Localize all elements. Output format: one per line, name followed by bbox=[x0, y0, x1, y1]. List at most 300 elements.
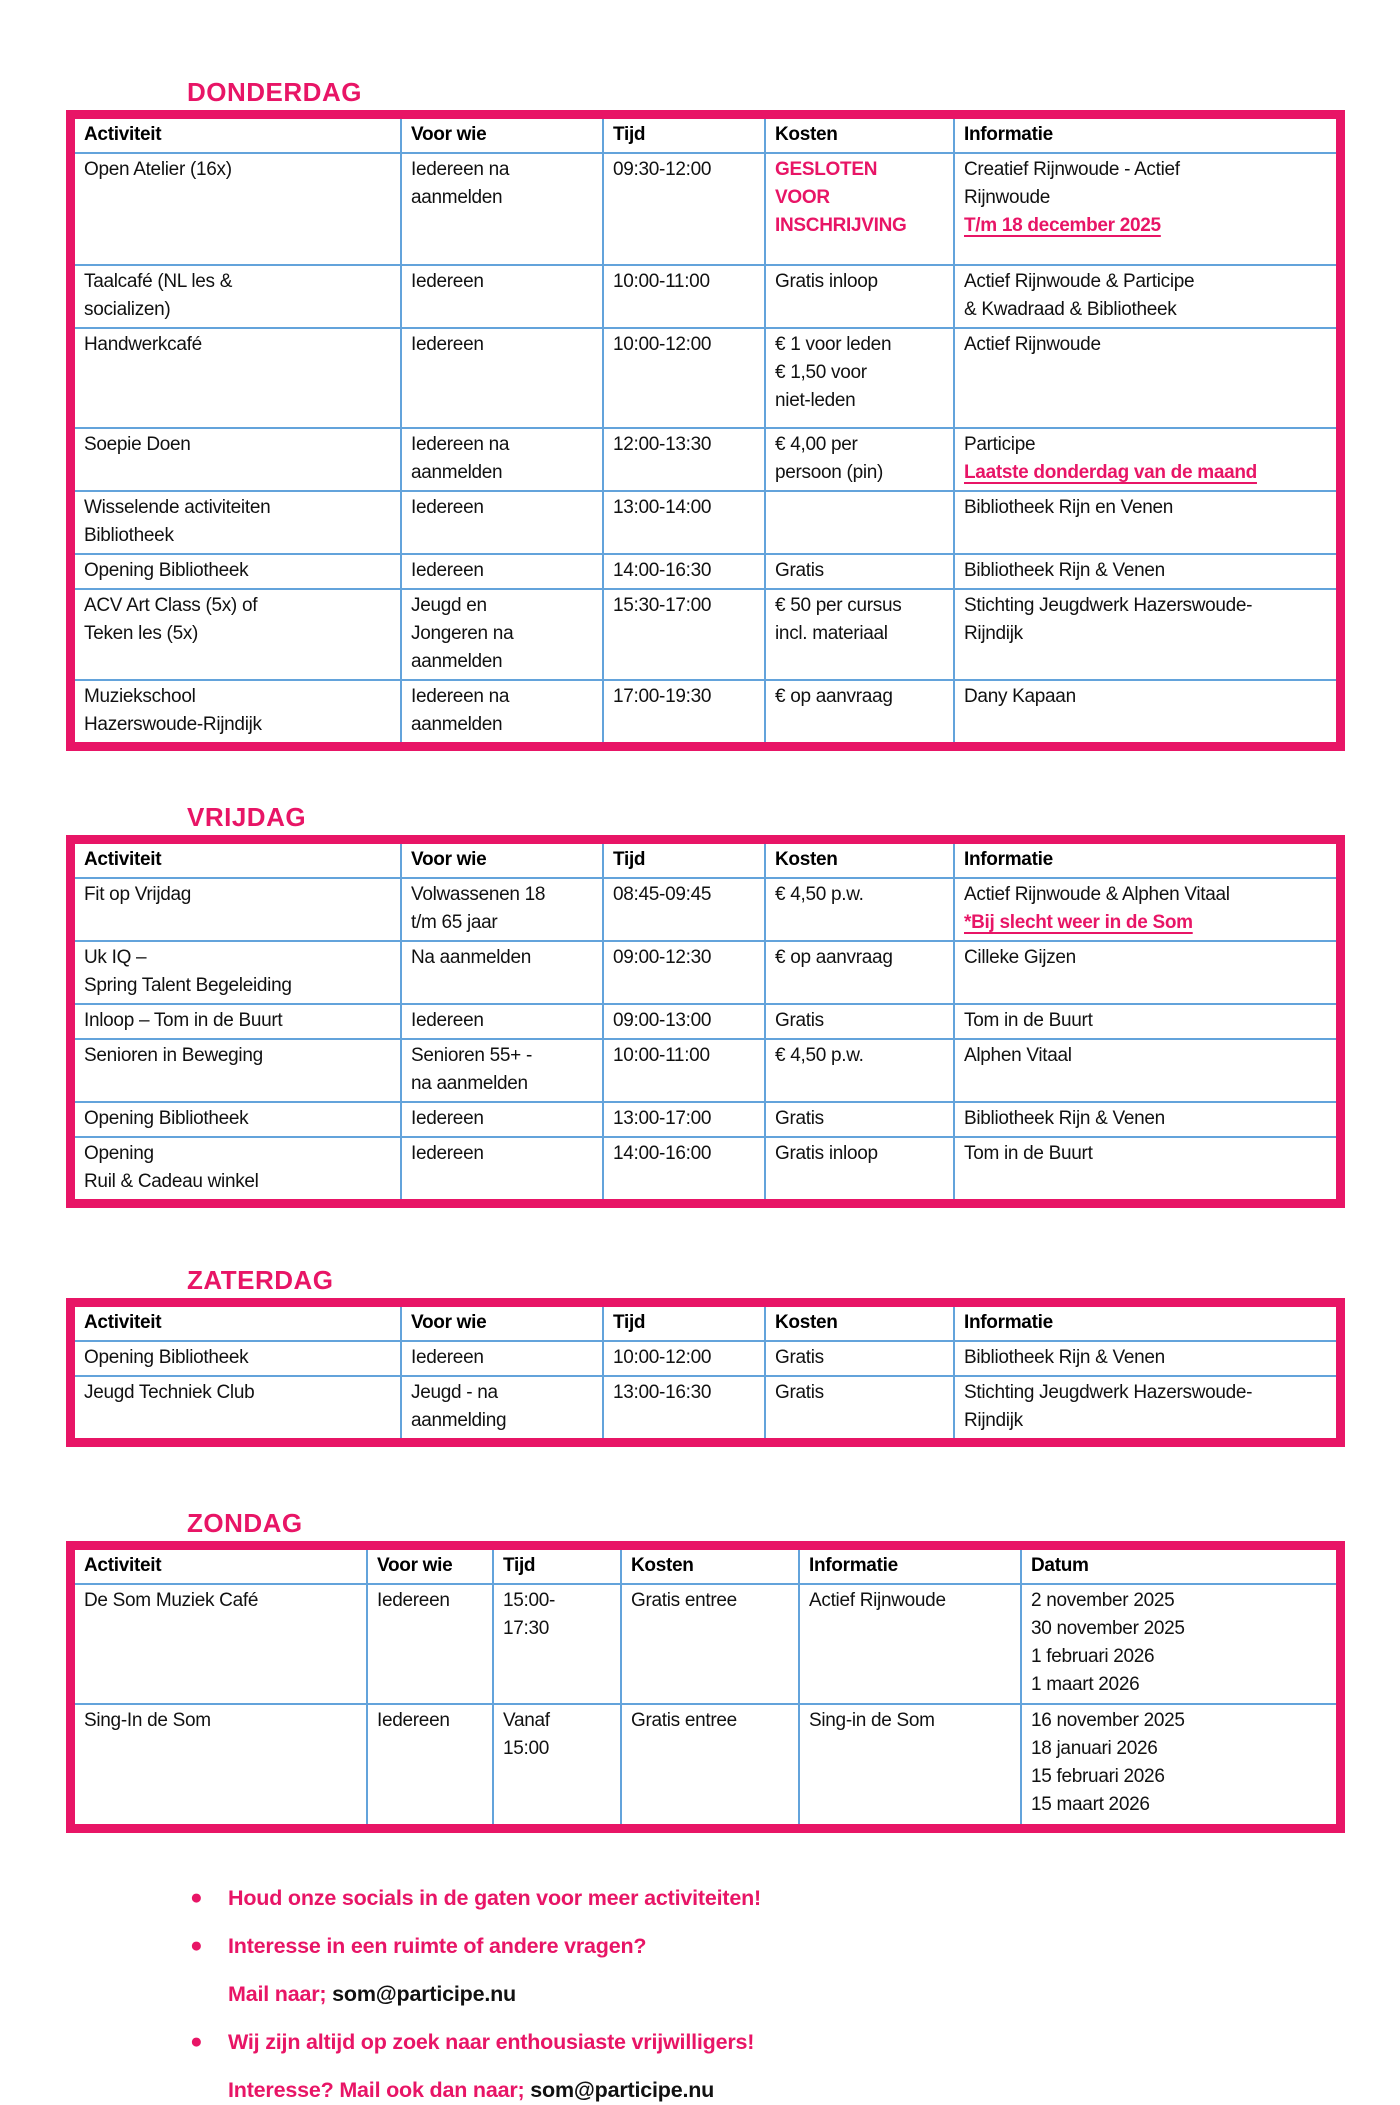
cell-line bbox=[775, 1344, 944, 1372]
table-cell bbox=[765, 1039, 954, 1102]
cell-text: Hazerswoude-Rijndijk bbox=[84, 714, 262, 735]
cell-line bbox=[964, 1042, 1327, 1070]
table-cell bbox=[401, 153, 603, 265]
cell-text: Ruil & Cadeau winkel bbox=[84, 1171, 259, 1192]
cell-text: Stichting Jeugdwerk Hazerswoude- bbox=[964, 1382, 1253, 1403]
day-sections bbox=[0, 78, 1400, 1833]
cell-line bbox=[411, 909, 593, 937]
cell-text: 1 februari 2026 bbox=[1031, 1646, 1155, 1667]
cell-text: persoon (pin) bbox=[775, 462, 884, 483]
table-cell bbox=[954, 1004, 1336, 1039]
cell-text: Gratis entree bbox=[631, 1710, 737, 1731]
table-cell bbox=[401, 491, 603, 554]
table-cell bbox=[765, 1376, 954, 1438]
cell-text: € op aanvraag bbox=[775, 947, 893, 968]
cell-text: Na aanmelden bbox=[411, 947, 531, 968]
table-cell bbox=[401, 1039, 603, 1102]
table-cell bbox=[401, 554, 603, 589]
cell-line bbox=[613, 683, 755, 711]
cell-line bbox=[964, 1407, 1327, 1435]
cell-text: na aanmelden bbox=[411, 1073, 528, 1094]
table-cell bbox=[765, 1004, 954, 1039]
table-cell bbox=[603, 680, 765, 742]
cell-text: Participe bbox=[964, 434, 1036, 455]
cell-line bbox=[84, 1042, 391, 1070]
cell-text: 17:00-19:30 bbox=[613, 686, 712, 707]
day-table-zaterdag bbox=[75, 1307, 1336, 1438]
note-item bbox=[0, 1931, 1400, 1961]
cell-text: Gratis inloop bbox=[775, 271, 878, 292]
cell-line bbox=[411, 1140, 593, 1168]
table-row bbox=[75, 1376, 1336, 1438]
cell-line bbox=[964, 184, 1327, 212]
cell-line bbox=[775, 683, 944, 711]
note-text: som@participe.nu bbox=[530, 2078, 715, 2102]
table-cell bbox=[75, 153, 401, 265]
cell-line bbox=[613, 331, 755, 359]
table-cell bbox=[954, 328, 1336, 428]
table-cell bbox=[954, 941, 1336, 1004]
cell-text: 15:00 bbox=[503, 1738, 550, 1759]
table-cell bbox=[621, 1584, 799, 1704]
cell-text: Fit op Vrijdag bbox=[84, 884, 192, 905]
cell-line bbox=[613, 1344, 755, 1372]
cell-text: 2 november 2025 bbox=[1031, 1590, 1175, 1611]
table-row bbox=[75, 1341, 1336, 1376]
cell-text: Iedereen na bbox=[411, 159, 510, 180]
cell-text: 16 november 2025 bbox=[1031, 1710, 1185, 1731]
cell-line bbox=[964, 909, 1327, 937]
cell-line bbox=[84, 592, 391, 620]
note-text: Houd onze socials in de gaten voor meer activiteiten! bbox=[228, 1886, 761, 1910]
column-header-voor-wie: Voor wie bbox=[401, 119, 603, 153]
cell-text: Cilleke Gijzen bbox=[964, 947, 1076, 968]
cell-text: 12:00-13:30 bbox=[613, 434, 712, 455]
table-cell bbox=[954, 265, 1336, 328]
cell-text: Jeugd - na bbox=[411, 1382, 498, 1403]
cell-text: 13:00-16:30 bbox=[613, 1382, 712, 1403]
cell-text: Rijnwoude bbox=[964, 187, 1051, 208]
cell-line bbox=[613, 944, 755, 972]
cell-line bbox=[84, 494, 391, 522]
table-cell bbox=[603, 153, 765, 265]
cell-text: Gratis bbox=[775, 1347, 824, 1368]
cell-line bbox=[411, 944, 593, 972]
cell-text: Taalcafé (NL les & bbox=[84, 271, 233, 292]
cell-text: 08:45-09:45 bbox=[613, 884, 712, 905]
cell-line bbox=[964, 1140, 1327, 1168]
cell-line bbox=[84, 1168, 391, 1196]
cell-text: 15 maart 2026 bbox=[1031, 1794, 1150, 1815]
table-cell bbox=[75, 328, 401, 428]
cell-line bbox=[613, 1105, 755, 1133]
cell-text: Jongeren na bbox=[411, 623, 514, 644]
cell-text: Opening Bibliotheek bbox=[84, 560, 249, 581]
table-cell bbox=[603, 428, 765, 491]
table-cell bbox=[75, 1039, 401, 1102]
cell-line bbox=[411, 620, 593, 648]
cell-text: Gratis bbox=[775, 1108, 824, 1129]
table-cell bbox=[954, 878, 1336, 941]
table-row bbox=[75, 554, 1336, 589]
cell-text: Gratis bbox=[775, 560, 824, 581]
table-cell bbox=[75, 428, 401, 491]
notes-list bbox=[0, 1883, 1400, 2105]
table-cell bbox=[75, 1341, 401, 1376]
table-cell bbox=[954, 1039, 1336, 1102]
cell-line bbox=[84, 620, 391, 648]
cell-line bbox=[775, 1140, 944, 1168]
note-text: som@participe.nu bbox=[332, 1982, 516, 2006]
cell-text: Iedereen na bbox=[411, 686, 510, 707]
cell-line bbox=[964, 431, 1327, 459]
column-header-tijd: Tijd bbox=[603, 119, 765, 153]
section-vrijdag bbox=[66, 803, 1345, 1208]
column-header-tijd: Tijd bbox=[603, 844, 765, 878]
table-cell bbox=[765, 328, 954, 428]
cell-line bbox=[503, 1615, 611, 1643]
cell-text: Actief Rijnwoude bbox=[964, 334, 1101, 355]
day-table-frame-donderdag bbox=[66, 110, 1345, 751]
cell-text: Volwassenen 18 bbox=[411, 884, 546, 905]
day-table-zondag bbox=[75, 1550, 1336, 1824]
cell-text: 1 maart 2026 bbox=[1031, 1674, 1140, 1695]
day-heading-zondag: ZONDAG bbox=[187, 1508, 303, 1538]
table-cell bbox=[75, 554, 401, 589]
table-cell bbox=[75, 1704, 367, 1824]
cell-line bbox=[411, 1007, 593, 1035]
cell-line bbox=[964, 331, 1327, 359]
cell-text: Iedereen bbox=[411, 1143, 484, 1164]
table-cell bbox=[954, 1102, 1336, 1137]
table-cell bbox=[401, 589, 603, 680]
cell-line bbox=[1031, 1587, 1327, 1615]
table-cell bbox=[493, 1584, 621, 1704]
cell-line bbox=[84, 557, 391, 585]
cell-line bbox=[503, 1735, 611, 1763]
cell-text: aanmelden bbox=[411, 714, 503, 735]
cell-text: aanmelden bbox=[411, 462, 503, 483]
cell-line bbox=[613, 494, 755, 522]
cell-text: 15:30-17:00 bbox=[613, 595, 712, 616]
cell-text: Iedereen bbox=[411, 271, 484, 292]
cell-line bbox=[84, 431, 391, 459]
cell-text: 15 februari 2026 bbox=[1031, 1766, 1165, 1787]
cell-text: Gratis entree bbox=[631, 1590, 737, 1611]
table-cell bbox=[75, 1102, 401, 1137]
table-cell bbox=[401, 328, 603, 428]
cell-line bbox=[775, 156, 944, 184]
table-cell bbox=[75, 589, 401, 680]
table-cell bbox=[401, 941, 603, 1004]
cell-line bbox=[411, 592, 593, 620]
cell-line bbox=[613, 557, 755, 585]
cell-line bbox=[613, 156, 755, 184]
cell-text: 10:00-11:00 bbox=[613, 271, 710, 292]
cell-line bbox=[411, 1344, 593, 1372]
column-header-voor-wie: Voor wie bbox=[367, 1550, 493, 1584]
table-cell bbox=[603, 1004, 765, 1039]
cell-line bbox=[964, 212, 1327, 240]
cell-text: Wisselende activiteiten bbox=[84, 497, 271, 518]
cell-text: € 4,50 p.w. bbox=[775, 1045, 864, 1066]
cell-line bbox=[964, 494, 1327, 522]
day-table-frame-vrijdag bbox=[66, 835, 1345, 1208]
cell-text: Opening Bibliotheek bbox=[84, 1347, 249, 1368]
table-cell bbox=[603, 589, 765, 680]
cell-text: Creatief Rijnwoude - Actief bbox=[964, 159, 1180, 180]
table-cell bbox=[765, 265, 954, 328]
cell-line bbox=[377, 1707, 483, 1735]
table-cell bbox=[75, 878, 401, 941]
table-cell bbox=[765, 1102, 954, 1137]
cell-text: € 50 per cursus bbox=[775, 595, 902, 616]
table-cell bbox=[75, 1376, 401, 1438]
section-donderdag bbox=[66, 78, 1345, 751]
cell-text: Jeugd Techniek Club bbox=[84, 1382, 255, 1403]
cell-text: € 1,50 voor bbox=[775, 362, 867, 383]
cell-line bbox=[84, 1105, 391, 1133]
table-cell bbox=[765, 491, 954, 554]
column-header-kosten: Kosten bbox=[765, 119, 954, 153]
cell-text: Actief Rijnwoude & Participe bbox=[964, 271, 1195, 292]
cell-text: 14:00-16:00 bbox=[613, 1143, 712, 1164]
cell-text: Spring Talent Begeleiding bbox=[84, 975, 292, 996]
cell-text: 14:00-16:30 bbox=[613, 560, 712, 581]
table-cell bbox=[75, 941, 401, 1004]
note-text: Interesse? Mail ook dan naar; bbox=[228, 2078, 531, 2102]
cell-text: Alphen Vitaal bbox=[964, 1045, 1072, 1066]
table-cell bbox=[765, 589, 954, 680]
table-cell bbox=[603, 1376, 765, 1438]
bullet-icon: ● bbox=[190, 2030, 203, 2053]
day-heading-vrijdag: VRIJDAG bbox=[187, 802, 307, 832]
column-header-tijd: Tijd bbox=[603, 1307, 765, 1341]
cell-text: € op aanvraag bbox=[775, 686, 893, 707]
cell-line bbox=[503, 1707, 611, 1735]
cell-line bbox=[964, 944, 1327, 972]
cell-line bbox=[1031, 1735, 1327, 1763]
table-cell bbox=[401, 428, 603, 491]
column-header-informatie: Informatie bbox=[799, 1550, 1021, 1584]
cell-text: € 4,50 p.w. bbox=[775, 884, 864, 905]
table-cell bbox=[75, 680, 401, 742]
cell-text: 13:00-14:00 bbox=[613, 497, 712, 518]
table-row bbox=[75, 153, 1336, 265]
column-header-kosten: Kosten bbox=[765, 1307, 954, 1341]
column-header-informatie: Informatie bbox=[954, 844, 1336, 878]
table-cell bbox=[621, 1704, 799, 1824]
cell-line bbox=[775, 459, 944, 487]
cell-text: 18 januari 2026 bbox=[1031, 1738, 1158, 1759]
cell-line bbox=[1031, 1791, 1327, 1819]
cell-text: Actief Rijnwoude & Alphen Vitaal bbox=[964, 884, 1230, 905]
cell-text: aanmelden bbox=[411, 651, 503, 672]
cell-text: Jeugd en bbox=[411, 595, 487, 616]
cell-text: Inloop – Tom in de Buurt bbox=[84, 1010, 283, 1031]
note-item bbox=[0, 2027, 1400, 2057]
cell-line bbox=[613, 1140, 755, 1168]
column-header-kosten: Kosten bbox=[621, 1550, 799, 1584]
cell-line bbox=[964, 268, 1327, 296]
table-cell bbox=[954, 589, 1336, 680]
note-item bbox=[0, 1883, 1400, 1913]
cell-line bbox=[775, 620, 944, 648]
cell-line bbox=[84, 881, 391, 909]
cell-text: Dany Kapaan bbox=[964, 686, 1076, 707]
cell-text: De Som Muziek Café bbox=[84, 1590, 259, 1611]
column-header-kosten: Kosten bbox=[765, 844, 954, 878]
cell-text: T/m 18 december 2025 bbox=[964, 215, 1161, 236]
cell-line bbox=[411, 1379, 593, 1407]
table-cell bbox=[799, 1584, 1021, 1704]
section-zondag bbox=[66, 1509, 1345, 1833]
table-cell bbox=[603, 941, 765, 1004]
table-cell bbox=[954, 153, 1336, 265]
table-cell bbox=[75, 1004, 401, 1039]
table-cell bbox=[765, 153, 954, 265]
cell-text: Iedereen bbox=[377, 1590, 450, 1611]
cell-line bbox=[964, 620, 1327, 648]
day-heading-donderdag: DONDERDAG bbox=[187, 77, 362, 107]
table-cell bbox=[954, 428, 1336, 491]
cell-line bbox=[411, 1070, 593, 1098]
cell-line bbox=[964, 1379, 1327, 1407]
cell-line bbox=[411, 1042, 593, 1070]
cell-text: Iedereen bbox=[411, 1108, 484, 1129]
table-cell bbox=[401, 878, 603, 941]
table-cell bbox=[603, 878, 765, 941]
table-cell bbox=[954, 491, 1336, 554]
cell-line bbox=[775, 1007, 944, 1035]
cell-text: socializen) bbox=[84, 299, 171, 320]
table-row bbox=[75, 1137, 1336, 1199]
table-row bbox=[75, 1004, 1336, 1039]
cell-line bbox=[775, 881, 944, 909]
table-cell bbox=[603, 1102, 765, 1137]
cell-line bbox=[411, 459, 593, 487]
cell-text: Iedereen bbox=[411, 560, 484, 581]
table-row bbox=[75, 589, 1336, 680]
column-header-activiteit: Activiteit bbox=[75, 119, 401, 153]
cell-line bbox=[84, 711, 391, 739]
cell-text: 15:00- bbox=[503, 1590, 556, 1611]
cell-line bbox=[809, 1587, 1011, 1615]
cell-line bbox=[84, 1707, 357, 1735]
table-cell bbox=[954, 1137, 1336, 1199]
cell-line bbox=[613, 881, 755, 909]
table-cell bbox=[765, 878, 954, 941]
table-row bbox=[75, 1039, 1336, 1102]
table-cell bbox=[603, 265, 765, 328]
cell-text: aanmelden bbox=[411, 187, 503, 208]
cell-text: Bibliotheek Rijn & Venen bbox=[964, 1108, 1165, 1129]
table-row bbox=[75, 1704, 1336, 1824]
cell-text: Iedereen bbox=[411, 334, 484, 355]
cell-text: 09:00-13:00 bbox=[613, 1010, 712, 1031]
cell-text: 09:00-12:30 bbox=[613, 947, 712, 968]
cell-line bbox=[775, 557, 944, 585]
table-cell bbox=[75, 1137, 401, 1199]
cell-text: Sing-In de Som bbox=[84, 1710, 211, 1731]
note-item-continued bbox=[0, 1979, 1400, 2009]
cell-line bbox=[411, 431, 593, 459]
cell-line bbox=[84, 944, 391, 972]
cell-line bbox=[411, 881, 593, 909]
cell-line bbox=[613, 1007, 755, 1035]
table-cell bbox=[75, 265, 401, 328]
table-cell bbox=[799, 1704, 1021, 1824]
cell-text: Uk IQ – bbox=[84, 947, 147, 968]
cell-text: Senioren 55+ - bbox=[411, 1045, 532, 1066]
table-cell bbox=[401, 1341, 603, 1376]
table-cell bbox=[75, 491, 401, 554]
cell-line bbox=[1031, 1615, 1327, 1643]
cell-text: 13:00-17:00 bbox=[613, 1108, 712, 1129]
cell-text: incl. materiaal bbox=[775, 623, 888, 644]
table-cell bbox=[1021, 1704, 1336, 1824]
cell-line bbox=[613, 1042, 755, 1070]
table-cell bbox=[603, 1137, 765, 1199]
cell-text: Muziekschool bbox=[84, 686, 196, 707]
cell-text: € 1 voor leden bbox=[775, 334, 892, 355]
cell-line bbox=[775, 268, 944, 296]
cell-line bbox=[84, 1007, 391, 1035]
table-cell bbox=[401, 1004, 603, 1039]
cell-line bbox=[411, 331, 593, 359]
cell-text: Tom in de Buurt bbox=[964, 1010, 1093, 1031]
cell-line bbox=[84, 683, 391, 711]
table-row bbox=[75, 1584, 1336, 1704]
column-header-informatie: Informatie bbox=[954, 119, 1336, 153]
cell-text: Laatste donderdag van de maand bbox=[964, 462, 1257, 483]
column-header-tijd: Tijd bbox=[493, 1550, 621, 1584]
table-row bbox=[75, 328, 1336, 428]
cell-line bbox=[775, 431, 944, 459]
note-text: Interesse in een ruimte of andere vragen? bbox=[228, 1934, 647, 1958]
column-header-voor-wie: Voor wie bbox=[401, 1307, 603, 1341]
column-header-activiteit: Activiteit bbox=[75, 1550, 367, 1584]
table-row bbox=[75, 941, 1336, 1004]
cell-text: Rijndijk bbox=[964, 1410, 1023, 1431]
cell-text: Iedereen bbox=[411, 497, 484, 518]
cell-line bbox=[964, 156, 1327, 184]
note-text: Mail naar; bbox=[228, 1982, 333, 2006]
cell-line bbox=[775, 1105, 944, 1133]
table-cell bbox=[367, 1584, 493, 1704]
cell-text: Gratis bbox=[775, 1010, 824, 1031]
table-cell bbox=[765, 428, 954, 491]
cell-text: 30 november 2025 bbox=[1031, 1618, 1185, 1639]
cell-text: Senioren in Beweging bbox=[84, 1045, 263, 1066]
day-heading-zaterdag: ZATERDAG bbox=[187, 1265, 334, 1295]
table-row bbox=[75, 680, 1336, 742]
cell-text: Gratis inloop bbox=[775, 1143, 878, 1164]
cell-text: Actief Rijnwoude bbox=[809, 1590, 946, 1611]
cell-line bbox=[775, 1042, 944, 1070]
cell-line bbox=[411, 1105, 593, 1133]
cell-line bbox=[1031, 1643, 1327, 1671]
note-item-continued bbox=[0, 2075, 1400, 2105]
cell-text: Vanaf bbox=[503, 1710, 550, 1731]
cell-text: Handwerkcafé bbox=[84, 334, 202, 355]
table-cell bbox=[954, 1376, 1336, 1438]
table-row bbox=[75, 265, 1336, 328]
cell-line bbox=[84, 1344, 391, 1372]
table-cell bbox=[603, 491, 765, 554]
table-cell bbox=[75, 1584, 367, 1704]
cell-line bbox=[377, 1587, 483, 1615]
